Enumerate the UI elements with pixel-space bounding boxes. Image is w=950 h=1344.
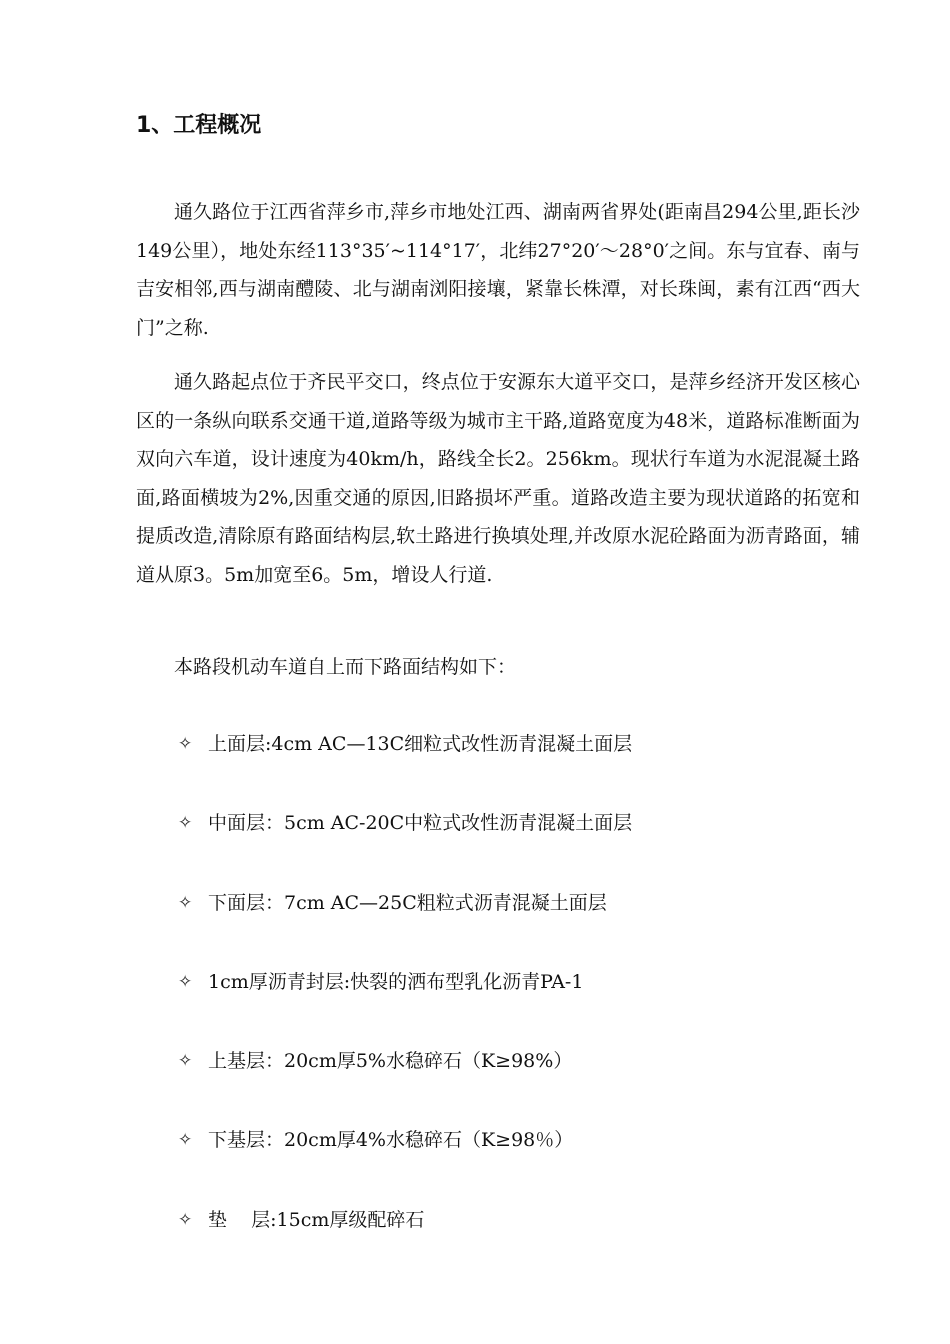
layer-text: 下面层：7cm AC—25C粗粒式沥青混凝土面层: [208, 891, 607, 914]
layer-text: 上面层:4cm AC—13C细粒式改性沥青混凝土面层: [208, 733, 633, 755]
section-heading: 1、工程概况: [136, 113, 262, 138]
pavement-structure-intro: 本路段机动车道自上而下路面结构如下：: [174, 656, 517, 678]
diamond-star-bullet-icon: ✧: [178, 1130, 193, 1151]
list-item: [178, 1120, 632, 1199]
project-description-paragraph: 通久路起点位于齐民平交口，终点位于安源东大道平交口，是萍乡经济开发区核心区的一条纵向联系交通干道,道路等级为城市主干路,道路宽度为48米，道路标准断面为双向六车道，设计速度为40km/h，路线全长2。256km。现状行车道为水泥混凝土路面,路面横坡为2%,因重交通的原因,旧路损坏严重。道路改造主要为现状道路的拓宽和提质改造,清除原有路面结构层,软土路进行换填处理,并改原水泥砼路面为沥青路面，辅道从原3。5m加宽至6。5m，增设人行道.: [136, 371, 860, 586]
diamond-star-bullet-icon: ✧: [178, 813, 193, 834]
list-item: [178, 724, 632, 803]
layer-text: 上基层：20cm厚5%水稳碎石（K≥98%）: [208, 1050, 573, 1073]
list-item: [178, 1041, 632, 1120]
layer-text: 下基层：20cm厚4%水稳碎石（K≥98％）: [208, 1129, 574, 1152]
layer-text: 1cm厚沥青封层:快裂的洒布型乳化沥青PA-1: [208, 970, 584, 993]
location-paragraph: 通久路位于江西省萍乡市,萍乡市地处江西、湖南两省界处(距南昌294公里,距长沙149公里），地处东经113°35′~114°17′，北纬27°20′～28°0′之间。东与宜春、南与吉安相邻,西与湖南醴陵、北与湖南浏阳接壤，紧靠长株潭，对长珠闽，素有江西“西大门”之称.: [136, 201, 860, 339]
diamond-star-bullet-icon: ✧: [178, 1209, 193, 1230]
diamond-star-bullet-icon: ✧: [178, 971, 193, 992]
diamond-star-bullet-icon: ✧: [178, 1051, 193, 1072]
list-item: [178, 883, 632, 962]
layer-text: 中面层：5cm AC-20C中粒式改性沥青混凝土面层: [208, 812, 633, 835]
layer-text: 垫 层:15cm厚级配碎石: [208, 1208, 425, 1231]
list-item: [178, 803, 632, 882]
list-item: [178, 1200, 632, 1279]
diamond-star-bullet-icon: ✧: [178, 734, 193, 754]
list-item: [178, 962, 632, 1041]
pavement-layer-list: [178, 724, 632, 1279]
diamond-star-bullet-icon: ✧: [178, 892, 193, 913]
